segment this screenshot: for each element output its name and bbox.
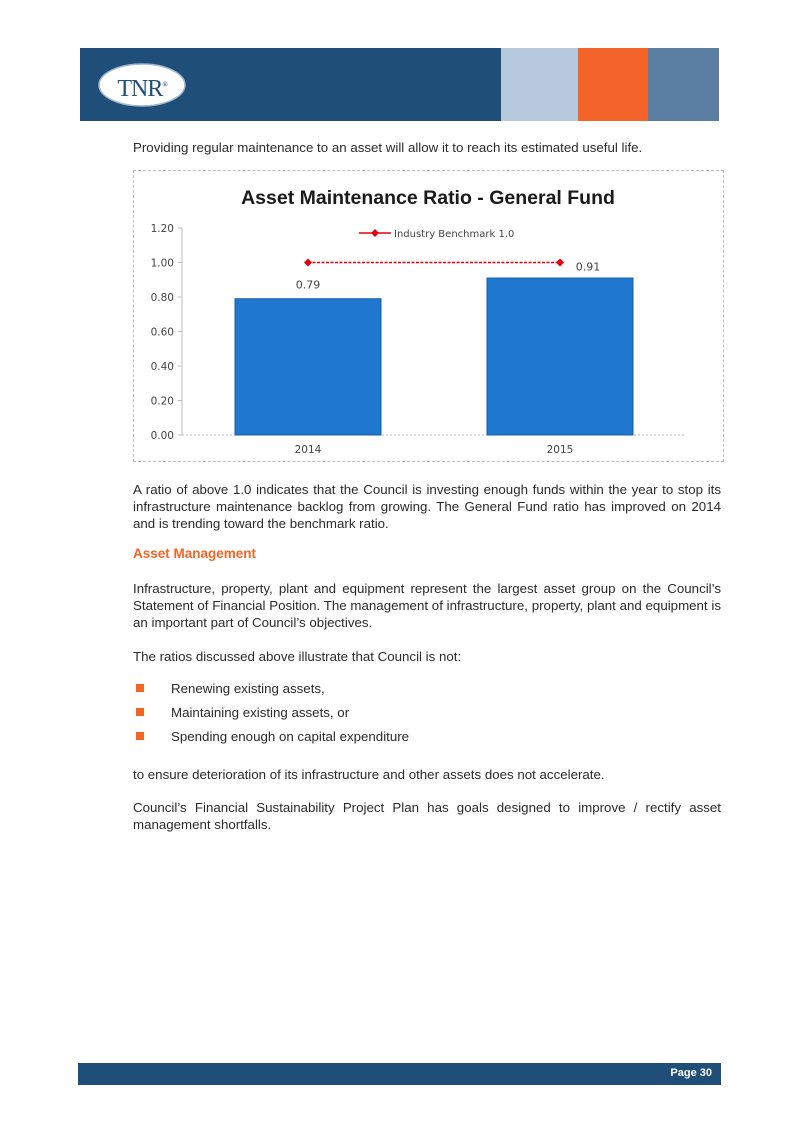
data-label: 0.91 <box>575 260 601 274</box>
y-tick-label: 0.60 <box>150 326 174 339</box>
section-heading: Asset Management <box>133 546 257 561</box>
bullet-square-icon <box>136 684 144 692</box>
x-tick-label: 2015 <box>546 444 574 456</box>
list-item: Renewing existing assets, <box>133 680 721 704</box>
data-label: 0.79 <box>295 278 321 292</box>
bullet-square-icon <box>136 732 144 740</box>
logo-text: TNR® <box>117 76 167 102</box>
bullet-square-icon <box>136 708 144 716</box>
chart-title: Asset Maintenance Ratio - General Fund <box>241 187 615 209</box>
page-number: Page 30 <box>670 1067 712 1079</box>
header-band-orange <box>578 48 648 121</box>
header-band-light <box>501 48 578 121</box>
legend-label: Industry Benchmark 1.0 <box>394 229 515 240</box>
asset-management-paragraph: Infrastructure, property, plant and equipment represent the largest asset group on the Council’s Statement of Financial Position. The management of infrastructure, property, plant and equipment is an important part of Council’s objectives. <box>133 581 721 630</box>
header-band-steel <box>648 48 719 121</box>
y-tick-label: 1.20 <box>150 223 174 235</box>
list-item: Spending enough on capital expenditure <box>133 728 721 752</box>
y-tick-label: 0.40 <box>150 361 174 373</box>
bullet-list <box>133 680 721 752</box>
bar <box>487 278 633 435</box>
x-tick-label: 2014 <box>294 444 322 456</box>
bar <box>235 299 381 435</box>
benchmark-marker <box>556 259 564 267</box>
list-item: Maintaining existing assets, or <box>133 704 721 728</box>
y-tick-label: 0.80 <box>150 292 174 304</box>
y-tick-label: 1.00 <box>150 257 174 270</box>
page-header <box>80 48 719 121</box>
intro-paragraph: Providing regular maintenance to an asset will allow it to reach its estimated useful life. <box>133 140 643 155</box>
asset-maintenance-chart <box>133 170 724 462</box>
y-tick-label: 0.00 <box>150 430 174 442</box>
ratios-intro-paragraph: The ratios discussed above illustrate that Council is not: <box>133 649 462 664</box>
y-tick-label: 0.20 <box>150 395 174 408</box>
ratio-paragraph: A ratio of above 1.0 indicates that the Council is investing enough funds within the year to stop its infrastructure maintenance backlog from growing. The General Fund ratio has improved on 2014 and is trending toward the benchmark ratio. <box>133 482 721 531</box>
legend-marker-icon <box>371 229 379 237</box>
plan-paragraph: Council’s Financial Sustainability Project Plan has goals designed to improve / rectify asset management shortfalls. <box>133 800 721 832</box>
conclusion-paragraph: to ensure deterioration of its infrastructure and other assets does not accelerate. <box>133 767 605 782</box>
page-footer <box>78 1063 721 1085</box>
benchmark-marker <box>304 259 312 267</box>
chart-canvas <box>134 171 723 461</box>
